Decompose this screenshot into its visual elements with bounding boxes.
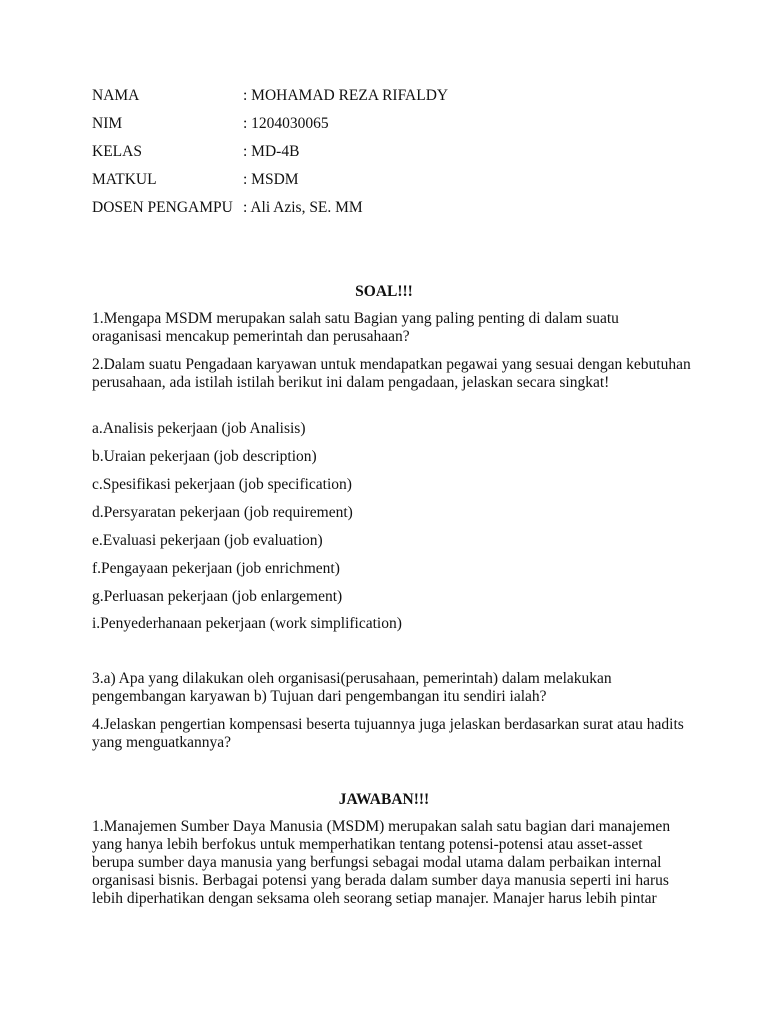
identity-label: NAMA xyxy=(92,87,140,104)
question-2: 2.Dalam suatu Pengadaan karyawan untuk mendapatkan pegawai yang sesuai dengan kebutuhan perusahaan, ada istilah istilah berikut ini dalam pengadaan, jelaskan secara singkat! xyxy=(92,356,691,391)
list-item: d.Persyaratan pekerjaan (job requirement) xyxy=(92,504,353,521)
question-3: 3.a) Apa yang dilakukan oleh organisasi(perusahaan, pemerintah) dalam melakukan pengembangan karyawan b) Tujuan dari pengembangan itu sendiri ialah? xyxy=(92,670,612,705)
question-4: 4.Jelaskan pengertian kompensasi beserta tujuannya juga jelaskan berdasarkan surat atau hadits yang menguatkannya? xyxy=(92,716,684,751)
identity-label: NIM xyxy=(92,115,123,132)
list-item: a.Analisis pekerjaan (job Analisis) xyxy=(92,420,306,437)
list-item: g.Perluasan pekerjaan (job enlargement) xyxy=(92,588,343,605)
identity-row-matkul xyxy=(92,170,448,198)
list-item: e.Evaluasi pekerjaan (job evaluation) xyxy=(92,532,323,549)
identity-value: : Ali Azis, SE. MM xyxy=(243,199,363,216)
list-item: c.Spesifikasi pekerjaan (job specification) xyxy=(92,476,352,493)
identity-value: : MOHAMAD REZA RIFALDY xyxy=(243,87,449,104)
question-1: 1.Mengapa MSDM merupakan salah satu Bagian yang paling penting di dalam suatu oraganisasi mencakup pemerintah dan perusahaan? xyxy=(92,310,619,345)
identity-row-dosen xyxy=(92,198,448,226)
identity-label: KELAS xyxy=(92,143,142,160)
list-item: b.Uraian pekerjaan (job description) xyxy=(92,448,317,465)
identity-value: : MSDM xyxy=(243,171,299,188)
identity-label: MATKUL xyxy=(92,171,157,188)
list-item: i.Penyederhanaan pekerjaan (work simplification) xyxy=(92,615,402,632)
identity-row-nim xyxy=(92,114,448,142)
answer-1: 1.Manajemen Sumber Daya Manusia (MSDM) merupakan salah satu bagian dari manajemen yang hanya lebih berfokus untuk memperhatikan tentang potensi-potensi atau asset-asset berupa sumber daya manusia yang berfungsi sebagai modal utama dalam perbaikan internal organisasi bisnis. Berbagai potensi yang berada dalam sumber daya manusia seperti ini harus lebih diperhatikan dengan seksama oleh seorang setiap manajer. Manajer harus lebih pintar xyxy=(92,818,671,907)
list-item: f.Pengayaan pekerjaan (job enrichment) xyxy=(92,560,340,577)
identity-block xyxy=(92,86,448,226)
identity-value: : MD-4B xyxy=(243,143,300,160)
soal-heading: SOAL!!! xyxy=(355,283,413,300)
identity-label: DOSEN PENGAMPU xyxy=(92,199,233,216)
jawaban-heading: JAWABAN!!! xyxy=(338,791,430,808)
identity-row-kelas xyxy=(92,142,448,170)
identity-value: : 1204030065 xyxy=(243,115,329,132)
identity-row-nama xyxy=(92,86,448,114)
